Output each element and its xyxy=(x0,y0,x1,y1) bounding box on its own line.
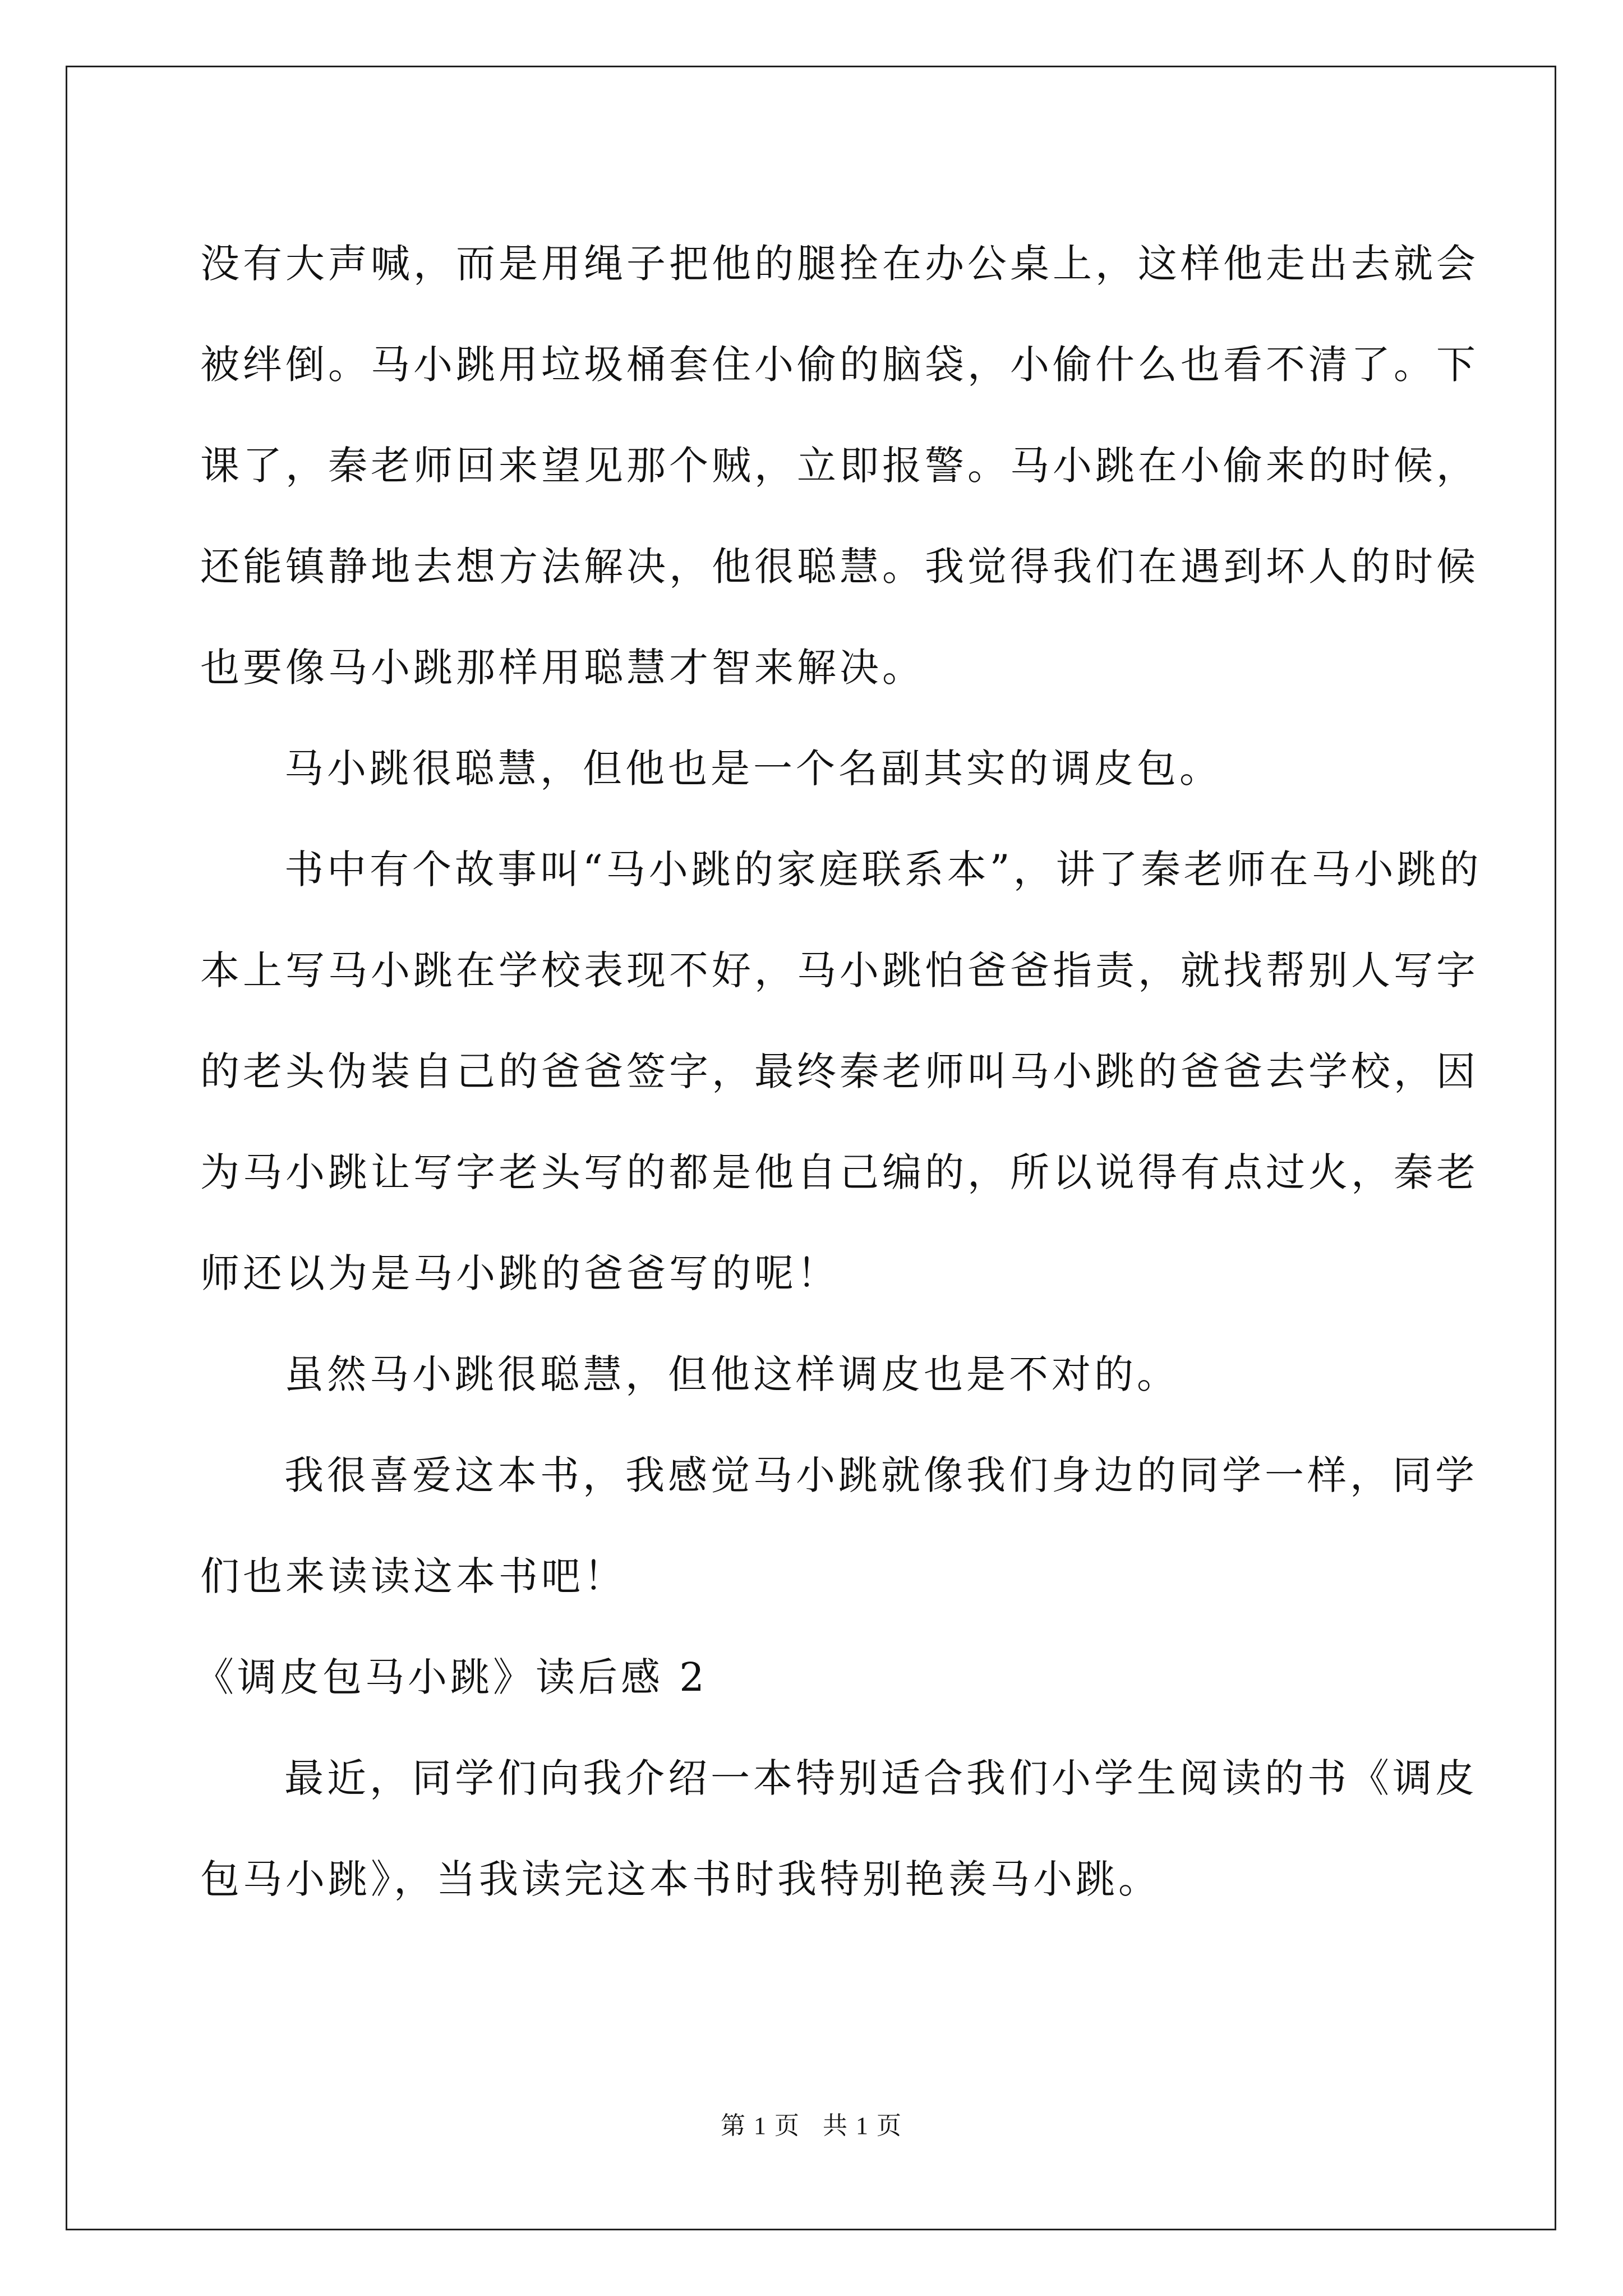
text-line-1: 没有大声喊，而是用绳子把他的腿拴在办公桌上，这样他走出去就会 xyxy=(200,241,1479,287)
text-line-8: 本上写马小跳在学校表现不好，马小跳怕爸爸指责，就找帮别人写字 xyxy=(200,947,1479,993)
text-line-3: 课了，秦老师回来望见那个贼，立即报警。马小跳在小偷来的时候， xyxy=(200,443,1479,489)
text-line-5: 也要像马小跳那样用聪慧才智来解决。 xyxy=(200,645,925,691)
text-line-2: 被绊倒。马小跳用垃圾桶套住小偷的脑袋，小偷什么也看不清了。下 xyxy=(200,342,1479,388)
page-total: 共 1 页 xyxy=(823,2112,902,2139)
page-footer xyxy=(0,2109,1623,2143)
text-line-11: 师还以为是马小跳的爸爸写的呢！ xyxy=(200,1250,840,1296)
section-heading: 《调皮包马小跳》读后感 2 xyxy=(195,1654,708,1700)
text-line-10: 为马小跳让写字老头写的都是他自己编的，所以说得有点过火，秦老 xyxy=(200,1149,1479,1195)
text-line-9: 的老头伪装自己的爸爸签字，最终秦老师叫马小跳的爸爸去学校，因 xyxy=(200,1048,1479,1094)
text-line-17: 包马小跳》，当我读完这本书时我特别艳羡马小跳。 xyxy=(200,1856,1161,1902)
text-line-4: 还能镇静地去想方法解决，他很聪慧。我觉得我们在遇到坏人的时候 xyxy=(200,544,1479,590)
text-line-16: 最近，同学们向我介绍一本特别适合我们小学生阅读的书《调皮 xyxy=(284,1755,1478,1801)
page-number: 第 1 页 xyxy=(721,2112,800,2139)
document-body xyxy=(195,213,1482,1930)
text-line-6: 马小跳很聪慧，但他也是一个名副其实的调皮包。 xyxy=(284,746,1222,792)
text-line-7: 书中有个故事叫“马小跳的家庭联系本”，讲了秦老师在马小跳的 xyxy=(284,846,1482,892)
text-line-13: 我很喜爱这本书，我感觉马小跳就像我们身边的同学一样，同学 xyxy=(284,1452,1478,1498)
text-line-12: 虽然马小跳很聪慧，但他这样调皮也是不对的。 xyxy=(284,1351,1179,1397)
text-line-14: 们也来读读这本书吧！ xyxy=(200,1553,626,1599)
